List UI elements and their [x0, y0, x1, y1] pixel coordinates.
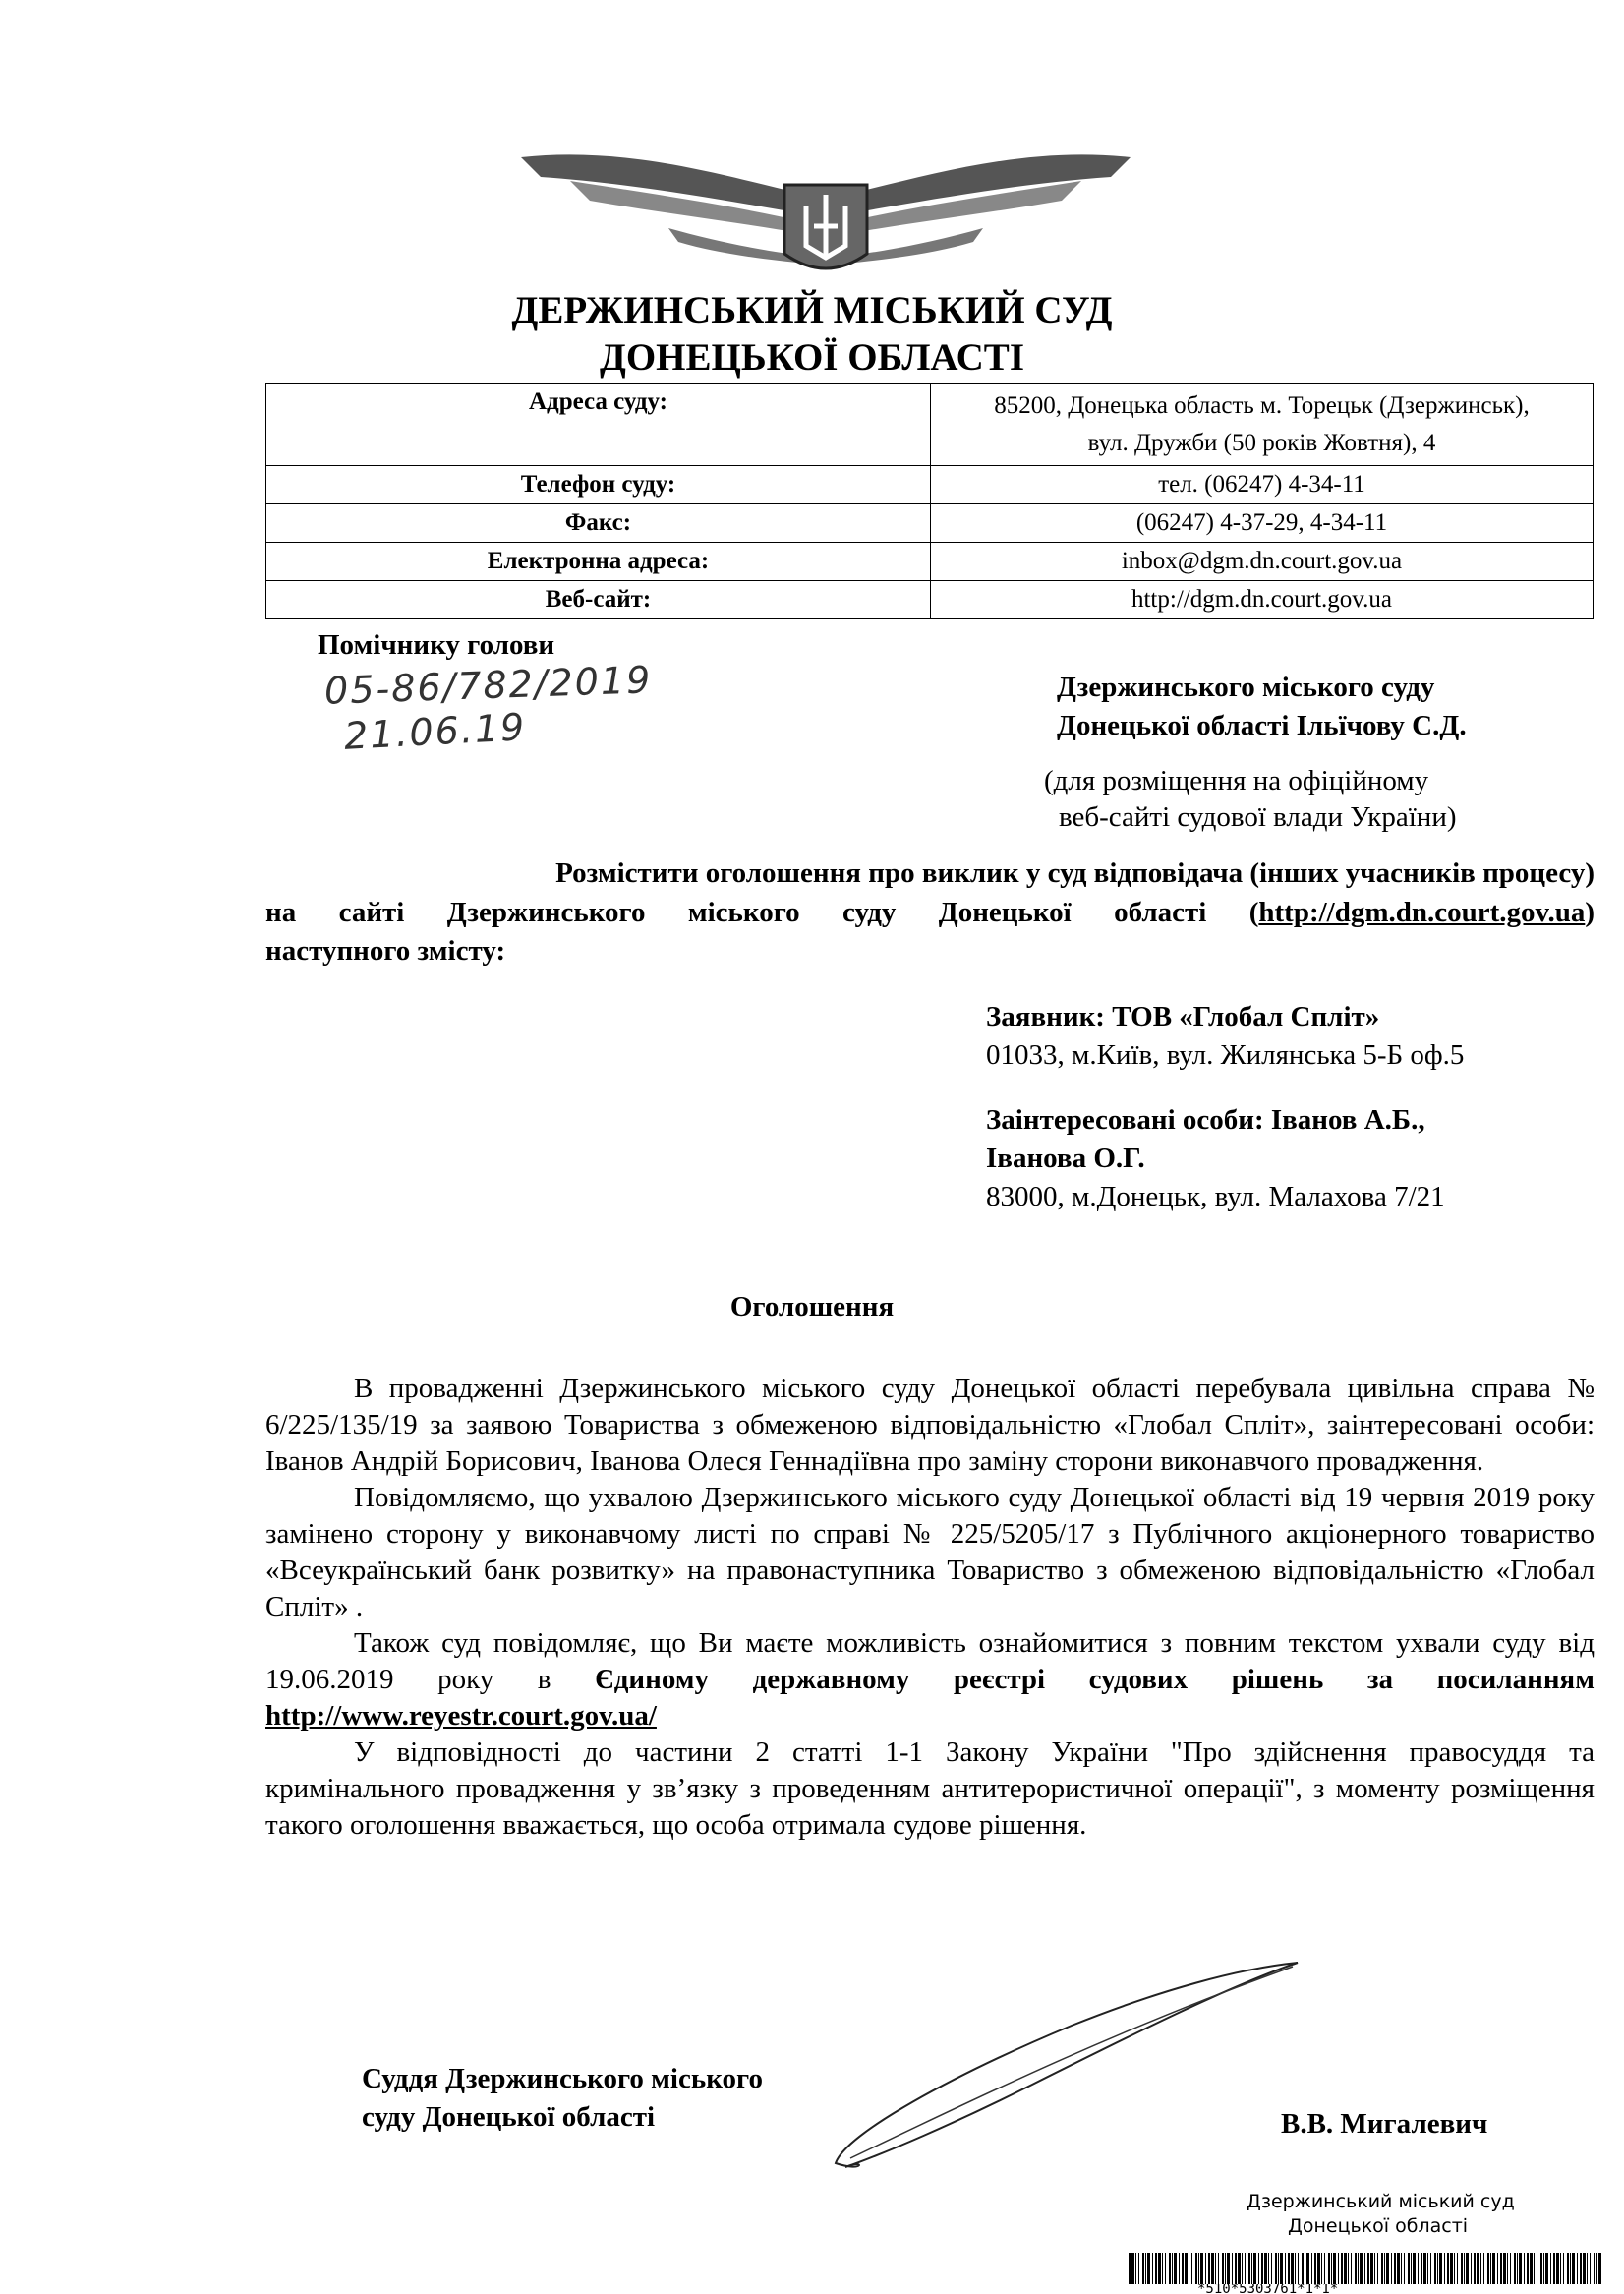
- table-row: [266, 543, 1594, 581]
- request-line2-suffix: ): [1585, 897, 1595, 928]
- fax-value: (06247) 4-37-29, 4-34-11: [931, 504, 1594, 543]
- request-line2-prefix: на сайті Дзержинського міського суду Донецької області (: [265, 897, 1259, 928]
- address-label: Адреса суду:: [266, 384, 931, 466]
- website-value[interactable]: http://dgm.dn.court.gov.ua: [931, 581, 1594, 619]
- handwritten-date: 21.06.19: [342, 705, 528, 758]
- handwritten-reference: 05-86/782/2019: [323, 658, 653, 713]
- interested-persons-address: 83000, м.Донецьк, вул. Малахова 7/21: [986, 1181, 1445, 1212]
- applicant-name: Заявник: ТОВ «Глобал Спліт»: [986, 1001, 1380, 1032]
- recipient-note-line1: (для розміщення на офіційному: [1044, 765, 1429, 796]
- stamp-line2: Донецької області: [1288, 2215, 1469, 2237]
- request-line1: Розмістити оголошення про виклик у суд відповідача (інших учасників процесу): [555, 857, 1595, 889]
- paragraph-3-bold: Єдиному державному реєстрі судових рішень за посиланням: [595, 1664, 1595, 1695]
- court-name-line1: ДЕРЖИНСЬКИЙ МІСЬКИЙ СУД: [511, 289, 1113, 331]
- website-label: Веб-сайт:: [266, 581, 931, 619]
- court-emblem: [511, 138, 1140, 285]
- announcement-paragraph-2: Повідомляємо, що ухвалою Дзержинського міського суду Донецької області від 19 червня 2019 року замінено сторону у виконавчому листі по справі № 225/5205/17 з Публічного акціонерного товариство «Всеукраїнський банк розвитку» на правонаступника Товариство з обмеженою відповідальністю «Глобал Спліт» .: [265, 1482, 1595, 1622]
- table-row: [266, 504, 1594, 543]
- address-value: [931, 384, 1594, 466]
- table-row: [266, 581, 1594, 619]
- recipient-note-line2: веб-сайті судової влади України): [1059, 801, 1457, 833]
- recipient-to-line: Помічнику голови: [318, 629, 555, 661]
- announcement-paragraph-4: У відповідності до частини 2 статті 1-1 Закону України "Про здійснення правосуддя та кримінального провадження у зв’язку з проведенням антитерористичної операції", з моменту розміщення такого оголошення вважається, що особа отримала судове рішення.: [265, 1736, 1595, 1841]
- registry-link[interactable]: http://www.reyestr.court.gov.ua/: [265, 1700, 657, 1732]
- barcode: [1129, 2253, 1602, 2284]
- email-value[interactable]: inbox@dgm.dn.court.gov.ua: [931, 543, 1594, 581]
- signer-title-line1: Суддя Дзержинського міського: [362, 2063, 763, 2094]
- court-name-line2: ДОНЕЦЬКОЇ ОБЛАСТІ: [600, 336, 1024, 379]
- phone-value: тел. (06247) 4-34-11: [931, 466, 1594, 504]
- fax-label: Факс:: [266, 504, 931, 543]
- request-line3: наступного змісту:: [265, 935, 506, 967]
- court-website-link[interactable]: http://dgm.dn.court.gov.ua: [1258, 897, 1586, 928]
- recipient-court-line2: Донецької області Ільїчову С.Д.: [1057, 710, 1467, 741]
- announcement-paragraph-1: В провадженні Дзержинського міського суду Донецької області перебувала цивільна справа № 6/225/135/19 за заявою Товариства з обмеженою відповідальністю «Глобал Спліт», заінтересовані особи: Іванов Андрій Борисович, Іванова Олеся Геннадіївна про заміну сторони виконавчого провадження.: [265, 1373, 1595, 1477]
- stamp-line1: Дзержинський міський суд: [1247, 2191, 1515, 2212]
- signer-title-line2: суду Донецької області: [362, 2101, 656, 2133]
- request-line2: [265, 897, 1595, 929]
- table-row: [266, 384, 1594, 466]
- barcode-text: *510*5303761*1*1*: [1197, 2284, 1339, 2294]
- interested-persons-line1: Заінтересовані особи: Іванов А.Б.,: [986, 1104, 1425, 1136]
- signer-name: В.В. Мигалевич: [1281, 2108, 1488, 2140]
- announcement-title: Оголошення: [729, 1291, 895, 1323]
- interested-persons-line2: Іванова О.Г.: [986, 1143, 1145, 1174]
- email-label: Електронна адреса:: [266, 543, 931, 581]
- phone-label: Телефон суду:: [266, 466, 931, 504]
- court-info-table: [265, 383, 1594, 619]
- applicant-address: 01033, м.Київ, вул. Жилянська 5-Б оф.5: [986, 1039, 1465, 1071]
- announcement-paragraph-3: [265, 1625, 1595, 1735]
- paragraph-3-text: Також суд повідомляє, що Ви маєте можливість ознайомитися з повним текстом ухвали суду від 19.06.2019 року в: [265, 1627, 1595, 1695]
- address-line1: 85200, Донецька область м. Торецьк (Дзержинськ),: [994, 392, 1530, 419]
- table-row: [266, 466, 1594, 504]
- handwritten-signature: [806, 1957, 1317, 2183]
- address-line2: вул. Дружби (50 років Жовтня), 4: [1087, 430, 1436, 456]
- announcement-body: [265, 1371, 1595, 1844]
- recipient-court-line1: Дзержинського міського суду: [1057, 672, 1435, 703]
